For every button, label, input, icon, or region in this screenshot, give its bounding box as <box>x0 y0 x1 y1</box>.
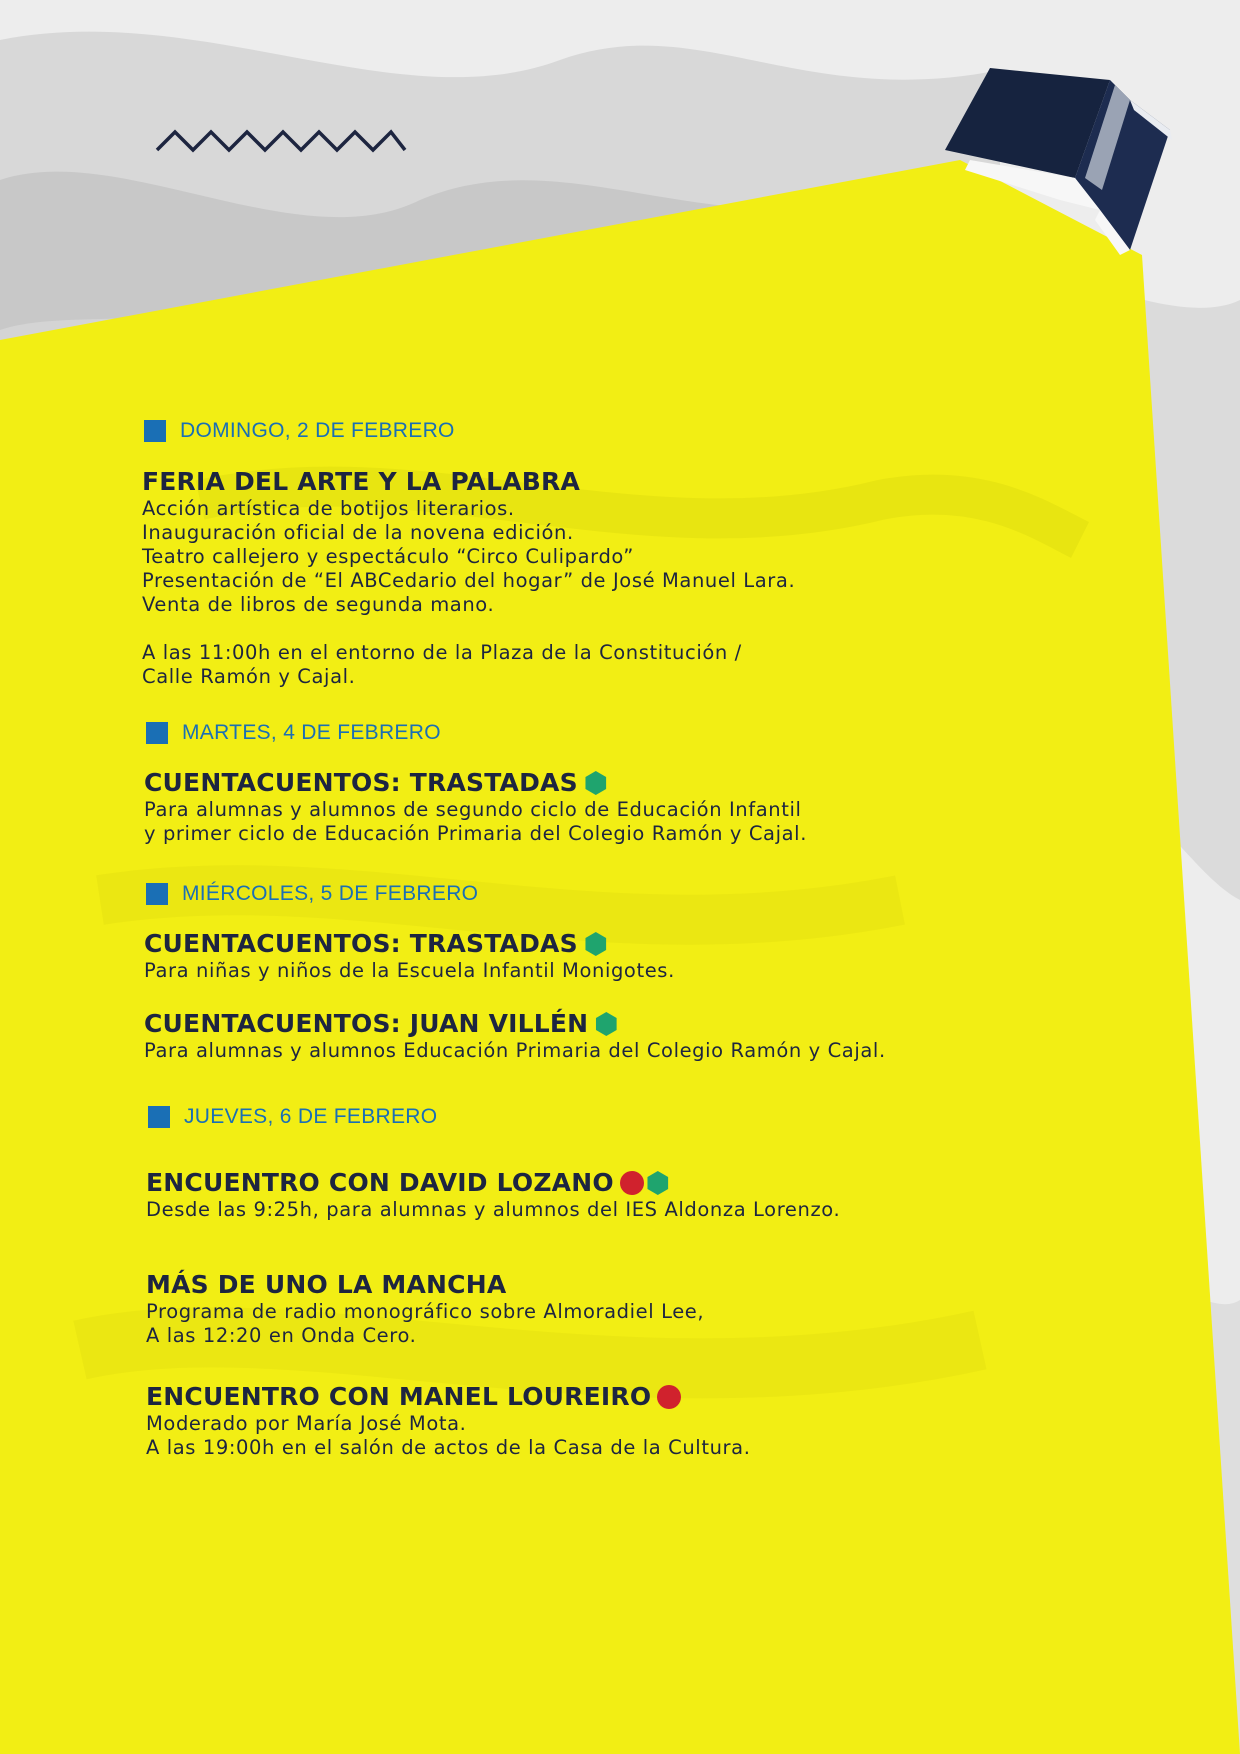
event-title: CUENTACUENTOS: TRASTADAS <box>144 929 578 958</box>
event-line: A las 12:20 en Onda Cero. <box>146 1324 417 1347</box>
event-line: Para niñas y niños de la Escuela Infantil Monigotes. <box>144 959 675 982</box>
event-title-row <box>146 1382 751 1412</box>
day-label: MARTES, 4 DE FEBRERO <box>182 721 441 744</box>
red-circle-marker <box>620 1171 644 1195</box>
event-line: Inauguración oficial de la novena edición. <box>142 521 574 544</box>
day-marker-square <box>146 722 168 744</box>
day-marker-square <box>148 1106 170 1128</box>
event-title: CUENTACUENTOS: TRASTADAS <box>144 768 578 797</box>
event-line: Venta de libros de segunda mano. <box>142 593 495 616</box>
event-line: Programa de radio monográfico sobre Almoradiel Lee, <box>146 1300 705 1323</box>
event-juan-villen <box>144 1009 886 1063</box>
day-label: JUEVES, 6 DE FEBRERO <box>184 1105 438 1128</box>
day-label: DOMINGO, 2 DE FEBRERO <box>180 419 455 442</box>
event-line: Para alumnas y alumnos Educación Primaria del Colegio Ramón y Cajal. <box>144 1039 886 1062</box>
event-trastadas-martes <box>144 768 807 846</box>
day-label: MIÉRCOLES, 5 DE FEBRERO <box>182 882 479 905</box>
event-line: Para alumnas y alumnos de segundo ciclo de Educación Infantil <box>144 798 802 821</box>
event-title-row <box>144 929 675 959</box>
event-line: Teatro callejero y espectáculo “Circo Culipardo” <box>142 545 634 568</box>
event-title: CUENTACUENTOS: JUAN VILLÉN <box>144 1009 589 1038</box>
event-line: Acción artística de botijos literarios. <box>142 497 515 520</box>
event-david-lozano <box>146 1168 840 1222</box>
red-circle-marker <box>657 1385 681 1409</box>
green-hexagon-marker <box>594 1012 618 1036</box>
green-hexagon-marker <box>584 771 608 795</box>
event-feria <box>142 467 795 689</box>
event-line: y primer ciclo de Educación Primaria del Colegio Ramón y Cajal. <box>144 822 807 845</box>
day-marker-square <box>146 883 168 905</box>
event-title-row <box>144 1009 886 1039</box>
event-title-row <box>146 1168 840 1198</box>
green-hexagon-marker <box>646 1171 670 1195</box>
event-mas-de-uno <box>146 1270 704 1348</box>
event-title: MÁS DE UNO LA MANCHA <box>146 1270 507 1299</box>
day-marker-square <box>144 420 166 442</box>
day-heading-martes <box>146 721 441 745</box>
event-line: Calle Ramón y Cajal. <box>142 665 356 688</box>
event-title: ENCUENTRO CON MANEL LOUREIRO <box>146 1382 652 1411</box>
event-line: Moderado por María José Mota. <box>146 1412 467 1435</box>
event-line: A las 19:00h en el salón de actos de la Casa de la Cultura. <box>146 1436 751 1459</box>
event-title: ENCUENTRO CON DAVID LOZANO <box>146 1168 614 1197</box>
event-trastadas-miercoles <box>144 929 675 983</box>
green-hexagon-marker <box>584 932 608 956</box>
event-line: Presentación de “El ABCedario del hogar” de José Manuel Lara. <box>142 569 796 592</box>
event-line: A las 11:00h en el entorno de la Plaza de la Constitución / <box>142 641 742 664</box>
day-heading-miercoles <box>146 882 478 906</box>
day-heading-jueves <box>148 1105 437 1129</box>
day-heading-domingo <box>144 419 455 443</box>
event-manel-loureiro <box>146 1382 751 1460</box>
event-title: FERIA DEL ARTE Y LA PALABRA <box>142 467 581 496</box>
event-line: Desde las 9:25h, para alumnas y alumnos del IES Aldonza Lorenzo. <box>146 1198 841 1221</box>
event-title-row <box>144 768 807 798</box>
